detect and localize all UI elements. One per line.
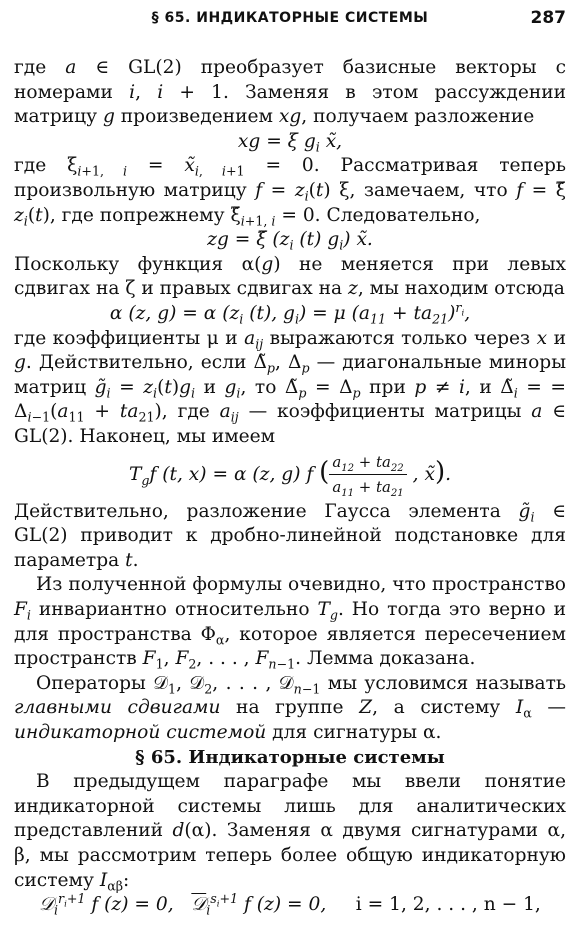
paragraph: где a ∈ GL(2) преобразует базисные векторы с номерами i, i + 1. Заменяя в этом рассуждении матрицу g произведением xg, получаем разложение: [14, 57, 566, 128]
section-title: § 65. Индикаторные системы: [135, 746, 445, 768]
page-header: [0, 8, 580, 36]
page-number: 287: [530, 8, 566, 28]
paragraph: где $\xi_{i+1, i}$ = $x̃_{i, i+1} = 0$. Рассматривая теперь произвольную матрицу $f = z_i(t)$ ξ, замечаем, что f = ξ̃ $z_i(t)$, где попрежнему $\xĩ_{i+1, i} = 0$. Следовательно,: [14, 155, 566, 229]
paragraph: В предыдущем параграфе мы ввели понятие индикаторной системы лишь для аналитических представлений d(α). Заменяя α двумя сигнатурами α, β, мы рассмотрим теперь более общую индикаторную систему $I_{\alpha\beta}$:: [14, 771, 567, 894]
page-body: [14, 56, 566, 918]
formula: 𝒟$_i^{r_i+1}$ f (z) = 0, 𝒟$_i^{s_i+1}$ f (z) = 0, i = 1, 2, . . . , n − 1,: [39, 891, 541, 918]
paragraph: Поскольку функция α(g) не меняется при левых сдвигах на ζ и правых сдвигах на z, мы находим отсюда: [14, 253, 566, 300]
formula: zg = ξ̃ ($z_i$ (t) $g_i$) x̃.: [207, 229, 373, 253]
paragraph: где коэффициенты μ и $a_{ij}$ выражаются только через x и g. Действительно, если $\Deltã_p$, $\Delta_p$ — диагональные миноры матриц $g̃_i = z_i(t)g_i$ и $g_i$, то $\Deltã_p = \Delta_p$ при p ≠ i, и $\Deltã_i$ = = $\Delta_{i-1}(a_{11} + ta_{21})$, где $a_{ij}$ — коэффициенты матрицы a ∈ GL(2). Наконец, мы имеем: [14, 327, 567, 447]
formula: xg = ξ $g_i$ x̃,: [237, 130, 343, 155]
paragraph: Из полученной формулы очевидно, что пространство $F_i$ инвариантно относительно $T_g$. Но тогда это верно и для пространства $\Phi_\alpha$, которое является пересечением пространств $F_1$, $F_2$, . . . , $F_{n-1}$. Лемма доказана.: [14, 574, 566, 672]
running-head: § 65. ИНДИКАТОРНЫЕ СИСТЕМЫ: [151, 10, 429, 26]
paragraph: Операторы 𝒟$_1$, 𝒟$_2$, . . . , 𝒟$_{n-1}$ мы условимся называть главными сдвигами на группе Z, а систему $I_\alpha$ — индикаторной системой для сигнатуры α.: [14, 672, 567, 744]
paragraph: Действительно, разложение Гаусса элемента $g̃_i$ ∈ GL(2) приводит к дробно-линейной подстановке для параметра t.: [14, 500, 566, 571]
formula: $T_gf$ (t, x) = α (z, g) f ( $\frac{a_{12} + ta_{22}}{a_{11} + ta_{21}}$ , x̃).: [14, 450, 566, 500]
formula: α (z, g) = α ($z_i$ (t), $g_i) = \mu$ $(a_{11} + ta_{21})^{r_i}$,: [109, 299, 471, 327]
